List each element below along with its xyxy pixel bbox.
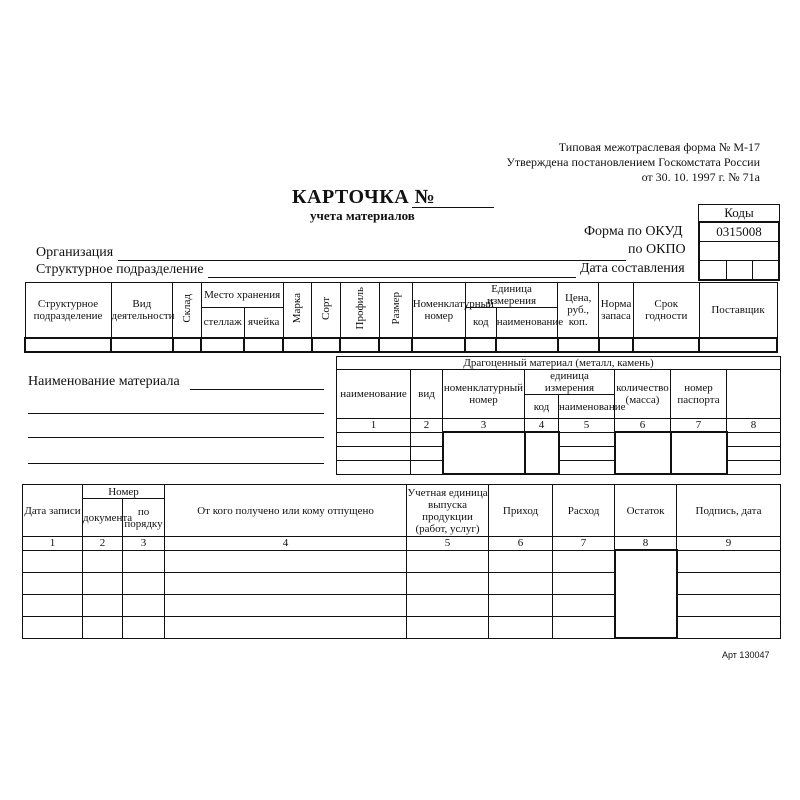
cell[interactable] — [123, 616, 165, 638]
pm-col-quantity: количество (масса) — [615, 370, 671, 419]
cell[interactable] — [615, 616, 677, 638]
article-number: Арт 130047 — [722, 650, 770, 660]
cell[interactable] — [633, 338, 699, 352]
cell[interactable] — [525, 460, 559, 474]
cell[interactable] — [553, 616, 615, 638]
cell[interactable] — [201, 338, 244, 352]
cell[interactable] — [407, 616, 489, 638]
division-field[interactable] — [208, 276, 576, 278]
mv-col-number: Номер — [83, 485, 165, 499]
cell[interactable] — [123, 594, 165, 616]
cell[interactable] — [496, 338, 557, 352]
cell[interactable] — [615, 460, 671, 474]
col-activity-type: Вид деятельности — [111, 283, 172, 338]
cell[interactable] — [111, 338, 172, 352]
cell[interactable] — [443, 432, 525, 446]
cell[interactable] — [615, 432, 671, 446]
date-divider-2 — [752, 261, 753, 279]
mv-col-from-to: От кого получено или кому отпущено — [165, 485, 407, 537]
organization-field[interactable] — [118, 259, 626, 261]
cell[interactable] — [23, 594, 83, 616]
pm-num-2: 2 — [411, 419, 443, 433]
cell[interactable] — [489, 550, 553, 572]
col-profile — [340, 283, 379, 338]
col-size — [379, 283, 412, 338]
cell[interactable] — [411, 460, 443, 474]
cell[interactable] — [23, 572, 83, 594]
mv-num-9: 9 — [677, 537, 781, 551]
mv-num-5: 5 — [407, 537, 489, 551]
cell[interactable] — [615, 550, 677, 572]
cell[interactable] — [559, 446, 615, 460]
col-shelf-life: Срок годности — [633, 283, 699, 338]
col-brand-text: Марка — [291, 293, 304, 324]
cell[interactable] — [489, 594, 553, 616]
cell[interactable] — [443, 460, 525, 474]
cell[interactable] — [312, 338, 341, 352]
mv-num-2: 2 — [83, 537, 123, 551]
col-size-text: Размер — [389, 291, 402, 325]
card-number-field[interactable] — [412, 206, 494, 208]
cell[interactable] — [677, 594, 781, 616]
date-compiled-label: Дата составления — [580, 261, 685, 276]
cell[interactable] — [407, 594, 489, 616]
cell[interactable] — [615, 446, 671, 460]
mv-num-1: 1 — [23, 537, 83, 551]
mv-col-signature: Подпись, дата — [677, 485, 781, 537]
col-unit-code: код — [465, 308, 496, 338]
mv-col-balance: Остаток — [615, 485, 677, 537]
cell[interactable] — [337, 446, 411, 460]
col-brand — [283, 283, 312, 338]
col-unit: Единица измерения — [465, 283, 557, 308]
material-name-label: Наименование материала — [28, 374, 180, 389]
pm-num-3: 3 — [443, 419, 525, 433]
codes-box — [698, 204, 780, 278]
cell[interactable] — [525, 432, 559, 446]
material-name-field-2[interactable] — [28, 412, 324, 414]
mv-row[interactable] — [23, 550, 781, 572]
cell[interactable] — [123, 550, 165, 572]
col-unit-name: наименование — [496, 308, 557, 338]
organization-label: Организация — [36, 245, 114, 260]
col-storage-place: Место хранения — [201, 283, 283, 308]
pm-num-5: 5 — [559, 419, 615, 433]
mv-col-doc-number: документа — [83, 499, 123, 537]
cell[interactable] — [615, 572, 677, 594]
cell[interactable] — [599, 338, 634, 352]
okud-label: Форма по ОКУД — [584, 224, 683, 239]
mv-num-6: 6 — [489, 537, 553, 551]
cell[interactable] — [671, 460, 727, 474]
pm-col-passport: номер паспорта — [671, 370, 727, 419]
cell[interactable] — [553, 550, 615, 572]
cell[interactable] — [407, 550, 489, 572]
cell[interactable] — [489, 616, 553, 638]
pm-col-extra — [727, 370, 781, 419]
date-divider-1 — [726, 261, 727, 279]
cell[interactable] — [165, 594, 407, 616]
pm-num-4: 4 — [525, 419, 559, 433]
precious-material-table — [336, 356, 781, 475]
material-name-field-3[interactable] — [28, 436, 324, 438]
cell[interactable] — [83, 550, 123, 572]
codes-header: Коды — [698, 204, 780, 222]
cell[interactable] — [83, 572, 123, 594]
cell[interactable] — [23, 550, 83, 572]
pm-col-unit-name: наименование — [559, 395, 615, 419]
cell[interactable] — [443, 446, 525, 460]
pm-num-6: 6 — [615, 419, 671, 433]
col-supplier: Поставщик — [699, 283, 777, 338]
cell[interactable] — [677, 616, 781, 638]
cell[interactable] — [83, 616, 123, 638]
cell[interactable] — [671, 446, 727, 460]
pm-col-type: вид — [411, 370, 443, 419]
material-info-table — [24, 282, 778, 353]
col-structural-division: Структурное подразделение — [25, 283, 111, 338]
okud-value[interactable]: 0315008 — [700, 223, 778, 242]
mv-col-expense: Расход — [553, 485, 615, 537]
pm-num-8: 8 — [727, 419, 781, 433]
cell[interactable] — [465, 338, 496, 352]
cell[interactable] — [340, 338, 379, 352]
mv-row[interactable] — [23, 616, 781, 638]
cell[interactable] — [25, 338, 111, 352]
col-rack: стеллаж — [201, 308, 244, 338]
col-nomenclature: Номенклатурный номер — [412, 283, 465, 338]
mv-num-3: 3 — [123, 537, 165, 551]
cell[interactable] — [615, 594, 677, 616]
cell[interactable] — [83, 594, 123, 616]
cell[interactable] — [283, 338, 312, 352]
cell[interactable] — [727, 432, 781, 446]
form-approval-line: Утверждена постановлением Госкомстата России — [506, 155, 760, 169]
division-label: Структурное подразделение — [36, 262, 204, 277]
cell[interactable] — [165, 616, 407, 638]
col-warehouse-text: Склад — [180, 293, 193, 323]
col-profile-text: Профиль — [353, 287, 366, 330]
cell[interactable] — [379, 338, 412, 352]
col-grade — [312, 283, 341, 338]
pm-col-name: наименование — [337, 370, 411, 419]
pm-row[interactable] — [337, 432, 781, 446]
col-cell: ячейка — [244, 308, 283, 338]
cell[interactable] — [489, 572, 553, 594]
mv-num-7: 7 — [553, 537, 615, 551]
pm-num-7: 7 — [671, 419, 727, 433]
okpo-value[interactable] — [700, 242, 778, 261]
form-header — [506, 140, 760, 185]
cell[interactable] — [165, 550, 407, 572]
mv-row[interactable] — [23, 594, 781, 616]
col-grade-text: Сорт — [320, 296, 333, 320]
col-stock-norm: Норма запаса — [599, 283, 634, 338]
cell[interactable] — [559, 460, 615, 474]
mv-col-unit-output: Учетная единица выпуска продукции (работ, услуг) — [407, 486, 488, 535]
card-title-text: КАРТОЧКА № — [292, 186, 436, 208]
cell[interactable] — [559, 432, 615, 446]
pm-row[interactable] — [337, 460, 781, 474]
cell[interactable] — [677, 550, 781, 572]
form-date-line: от 30. 10. 1997 г. № 71а — [641, 170, 760, 184]
mv-col-seq-number: по порядку — [123, 499, 165, 537]
pm-col-nomenclature: номенклатурный номер — [443, 370, 525, 419]
cell[interactable] — [411, 446, 443, 460]
cell[interactable] — [407, 572, 489, 594]
mv-col-date: Дата записи — [23, 485, 83, 537]
cell[interactable] — [553, 572, 615, 594]
cell[interactable] — [525, 446, 559, 460]
cell[interactable] — [727, 460, 781, 474]
pm-col-unit: единица измерения — [525, 370, 615, 395]
cell[interactable] — [411, 432, 443, 446]
cell[interactable] — [699, 338, 777, 352]
cell[interactable] — [244, 338, 283, 352]
cell[interactable] — [553, 594, 615, 616]
cell[interactable] — [677, 572, 781, 594]
mv-num-8: 8 — [615, 537, 677, 551]
cell[interactable] — [558, 338, 599, 352]
mv-row[interactable] — [23, 572, 781, 594]
precious-material-title: Драгоценный материал (металл, камень) — [337, 357, 781, 370]
cell[interactable] — [337, 432, 411, 446]
material-name-field-1[interactable] — [190, 388, 324, 390]
mv-num-4: 4 — [165, 537, 407, 551]
okpo-label: по ОКПО — [628, 242, 686, 257]
material-info-input-row[interactable] — [25, 338, 777, 352]
col-price: Цена, руб., коп. — [558, 283, 599, 338]
mv-col-income: Приход — [489, 485, 553, 537]
cell[interactable] — [412, 338, 465, 352]
cell[interactable] — [173, 338, 202, 352]
cell[interactable] — [727, 446, 781, 460]
cell[interactable] — [671, 432, 727, 446]
cell[interactable] — [123, 572, 165, 594]
pm-row[interactable] — [337, 446, 781, 460]
form-type-line: Типовая межотраслевая форма № М-17 — [558, 140, 760, 154]
pm-num-1: 1 — [337, 419, 411, 433]
col-warehouse — [173, 283, 202, 338]
cell[interactable] — [23, 616, 83, 638]
cell[interactable] — [337, 460, 411, 474]
pm-col-unit-code: код — [525, 395, 559, 419]
codes-values — [698, 221, 780, 281]
cell[interactable] — [165, 572, 407, 594]
material-name-field-4[interactable] — [28, 462, 324, 464]
movement-table — [22, 484, 781, 639]
card-subtitle: учета материалов — [310, 208, 415, 223]
